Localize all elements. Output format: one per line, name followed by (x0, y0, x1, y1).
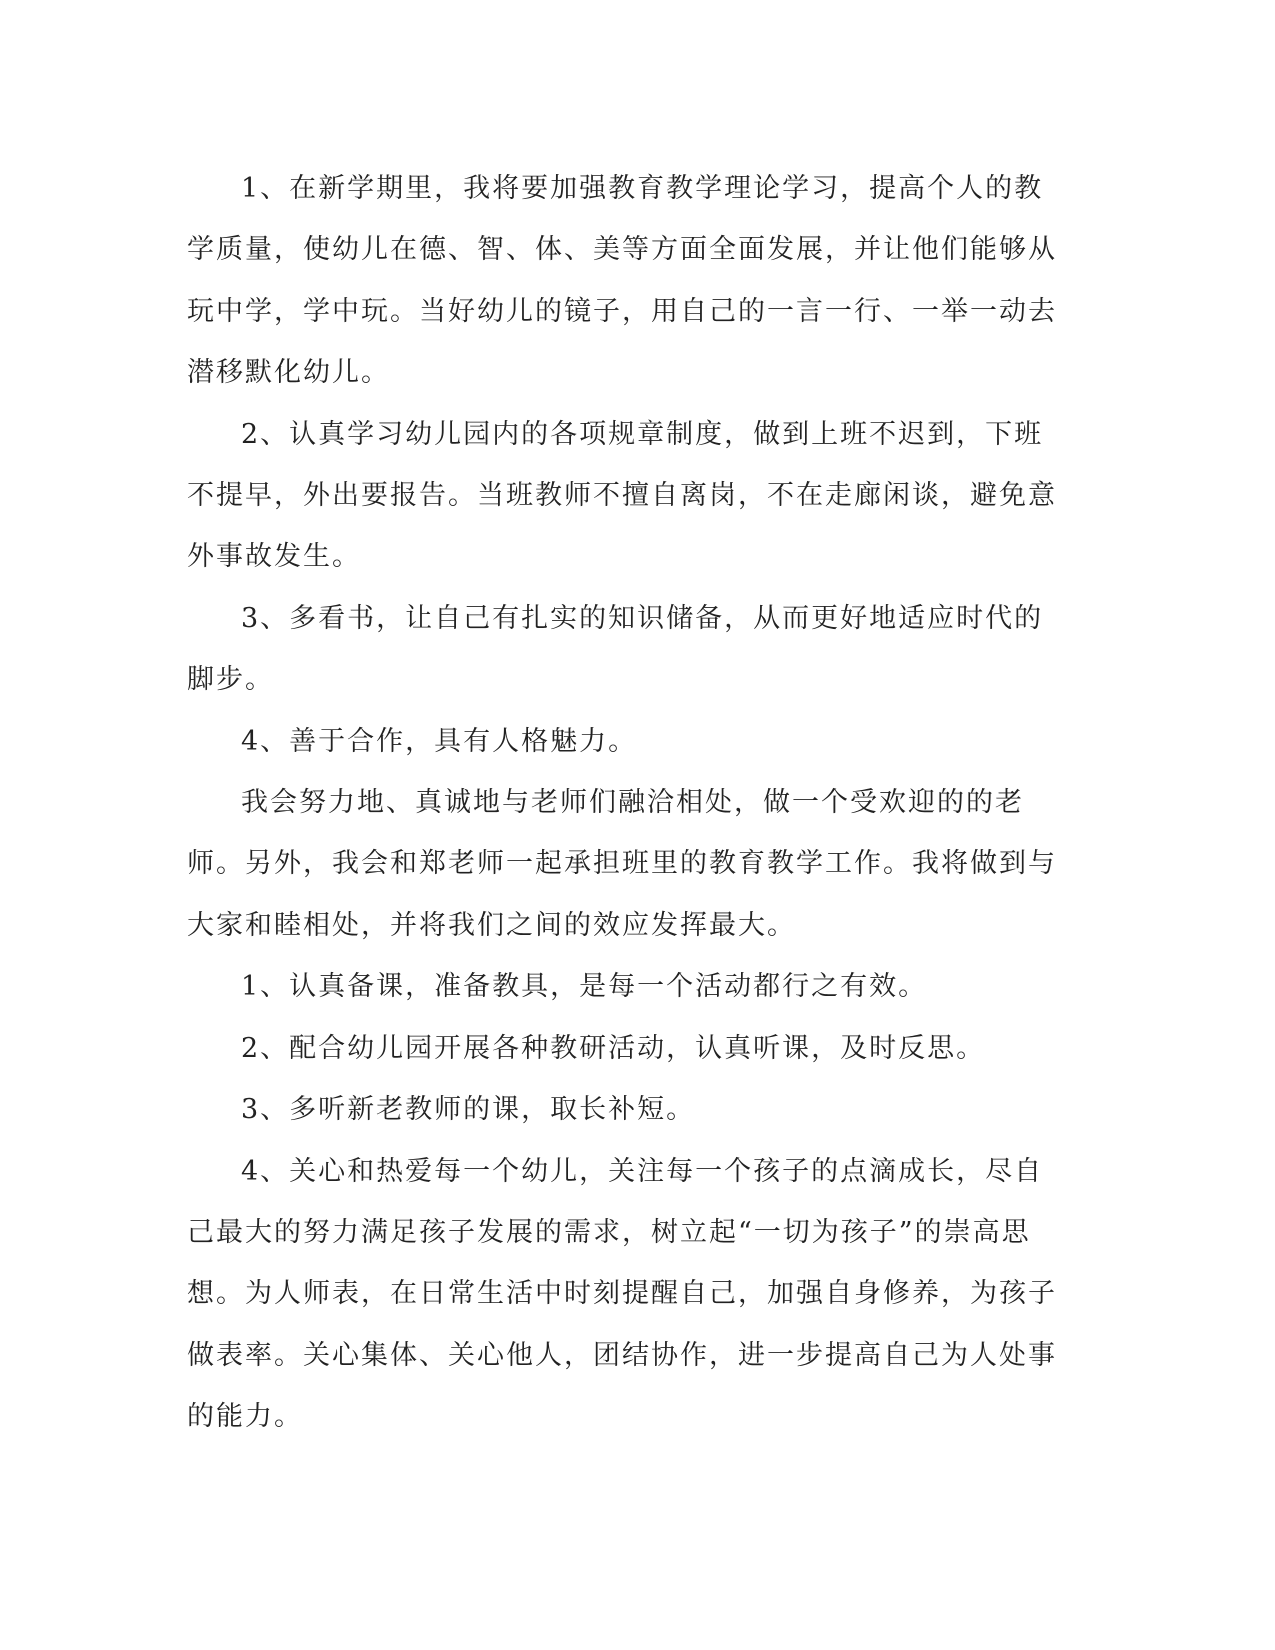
paragraph-7: 2、配合幼儿园开展各种教研活动，认真听课，及时反思。 (241, 1032, 986, 1064)
paragraph-6: 1、认真备课，准备教具，是每一个活动都行之有效。 (241, 971, 928, 1003)
paragraph-9: 4、关心和热爱每一个幼儿，关注每一个孩子的点滴成长，尽自己最大的努力满足孩子发展的需求，树立起“一切为孩子”的崇高思想。为人师表，在日常生活中时刻提醒自己，加强自身修养，为孩子做表率。关心集体、关心他人，团结协作，进一步提高自己为人处事的能力。 (187, 1155, 1057, 1433)
paragraph-3: 3、多看书，让自己有扎实的知识储备，从而更好地适应时代的脚步。 (187, 602, 1044, 696)
paragraph-2: 2、认真学习幼儿园内的各项规章制度，做到上班不迟到，下班不提早，外出要报告。当班教师不擅自离岗，不在走廊闲谈，避免意外事故发生。 (187, 418, 1057, 573)
document-body (187, 158, 1067, 1448)
paragraph-8: 3、多听新老教师的课，取长补短。 (241, 1094, 696, 1126)
paragraph-4: 4、善于合作，具有人格魅力。 (241, 725, 638, 757)
paragraph-5: 我会努力地、真诚地与老师们融洽相处，做一个受欢迎的的老师。另外，我会和郑老师一起承担班里的教育教学工作。我将做到与大家和睦相处，并将我们之间的效应发挥最大。 (187, 787, 1057, 941)
paragraph-1: 1、在新学期里，我将要加强教育教学理论学习，提高个人的教学质量，使幼儿在德、智、体、美等方面全面发展，并让他们能够从玩中学，学中玩。当好幼儿的镜子，用自己的一言一行、一举一动去潜移默化幼儿。 (187, 173, 1057, 389)
